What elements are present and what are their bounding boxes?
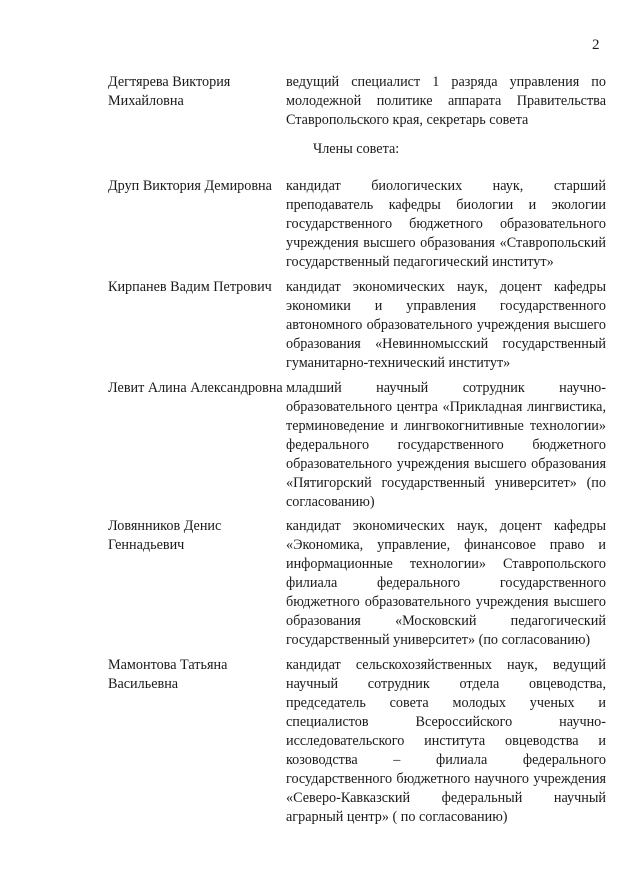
member-name: Кирпанев Вадим Петрович xyxy=(108,279,272,295)
member-row xyxy=(108,278,608,373)
members-heading: Члены совета: xyxy=(313,141,400,157)
page-number: 2 xyxy=(592,37,600,53)
member-row xyxy=(108,656,608,827)
member-name: Левит Алина Александровна xyxy=(108,380,283,396)
member-name: Друп Виктория Демировна xyxy=(108,178,272,194)
secretary-description: ведущий специалист 1 разряда управления по молодежной политике аппарата Правительства Ставропольского края, секретарь совета xyxy=(286,74,606,128)
member-row xyxy=(108,379,608,512)
secretary-row xyxy=(108,73,608,130)
member-description: кандидат экономических наук, доцент кафедры «Экономика, управление, финансовое право и информационные технологии» Ставропольского филиала федерального государственного бюджетного образовательного учреждения высшего образования «Московский педагогический государственный университет» (по согласованию) xyxy=(286,518,606,648)
member-description: младший научный сотрудник научно-образовательного центра «Прикладная лингвистика, терминоведение и лингвокогнитивные технологии» федерального государственного бюджетного образовательного учреждения высшего образования «Пятигорский государственный университет» (по согласованию) xyxy=(286,380,606,510)
member-description: кандидат экономических наук, доцент кафедры экономики и управления государственного автономного образовательного учреждения высшего образования «Невинномысский государственный гуманитарно-технический институт» xyxy=(286,279,606,371)
member-description: кандидат сельскохозяйственных наук, ведущий научный сотрудник отдела овцеводства, председатель совета молодых ученых и специалистов Всероссийского научно-исследовательского института овцеводства и козоводства – филиала федерального государственного бюджетного научного учреждения «Северо-Кавказский федеральный научный аграрный центр» ( по согласованию) xyxy=(286,657,606,825)
member-name: Ловянников Денис Геннадьевич xyxy=(108,518,222,553)
member-name: Мамонтова Татьяна Васильевна xyxy=(108,657,228,692)
member-row xyxy=(108,517,608,650)
member-row xyxy=(108,177,608,272)
secretary-name: Дегтярева Виктория Михайловна xyxy=(108,74,231,109)
member-description: кандидат биологических наук, старший преподаватель кафедры биологии и экологии государственного бюджетного образовательного учреждения высшего образования «Ставропольский государственный педагогический институт» xyxy=(286,178,606,270)
